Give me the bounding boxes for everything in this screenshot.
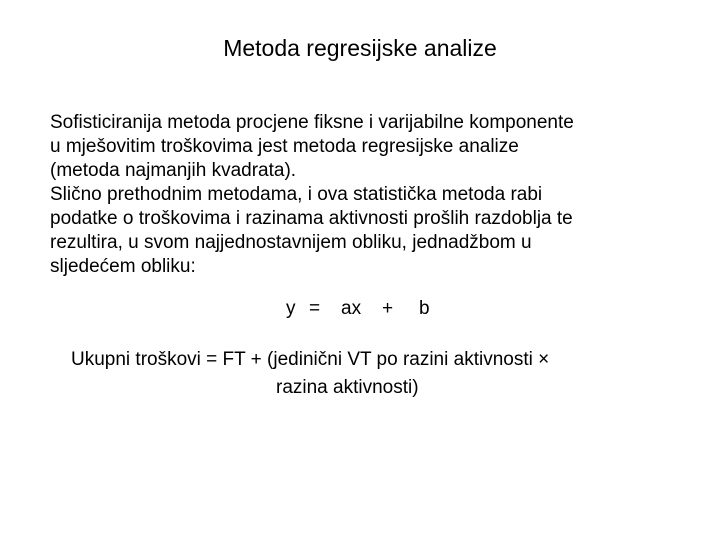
paragraph-line: u mješovitim troškovima jest metoda regresijske analize [50,136,519,157]
paragraph-line: Sofisticiranija metoda procjene fiksne i varijabilne komponente [50,112,574,133]
slide-title: Metoda regresijske analize [223,35,497,61]
total-costs-line-1: Ukupni troškovi = FT + (jedinični VT po razini aktivnosti × [71,349,550,370]
paragraph-line: Slično prethodnim metodama, i ova statistička metoda rabi [50,184,543,205]
formula-y: y [286,298,296,319]
formula-plus: + [382,298,394,319]
formula-equals: = [309,298,321,319]
paragraph-line: sljedećem obliku: [50,256,196,277]
total-costs-equation [0,346,720,402]
formula-b: b [419,298,430,319]
paragraph-line: rezultira, u svom najjednostavnijem obliku, jednadžbom u [50,232,532,253]
total-costs-line-2: razina aktivnosti) [276,377,419,398]
paragraph-line: (metoda najmanjih kvadrata). [50,160,297,181]
formula-ax: ax [341,298,362,319]
paragraph-line: podatke o troškovima i razinama aktivnosti prošlih razdoblja te [50,208,573,229]
body-paragraph [50,111,690,279]
regression-formula [0,296,720,322]
